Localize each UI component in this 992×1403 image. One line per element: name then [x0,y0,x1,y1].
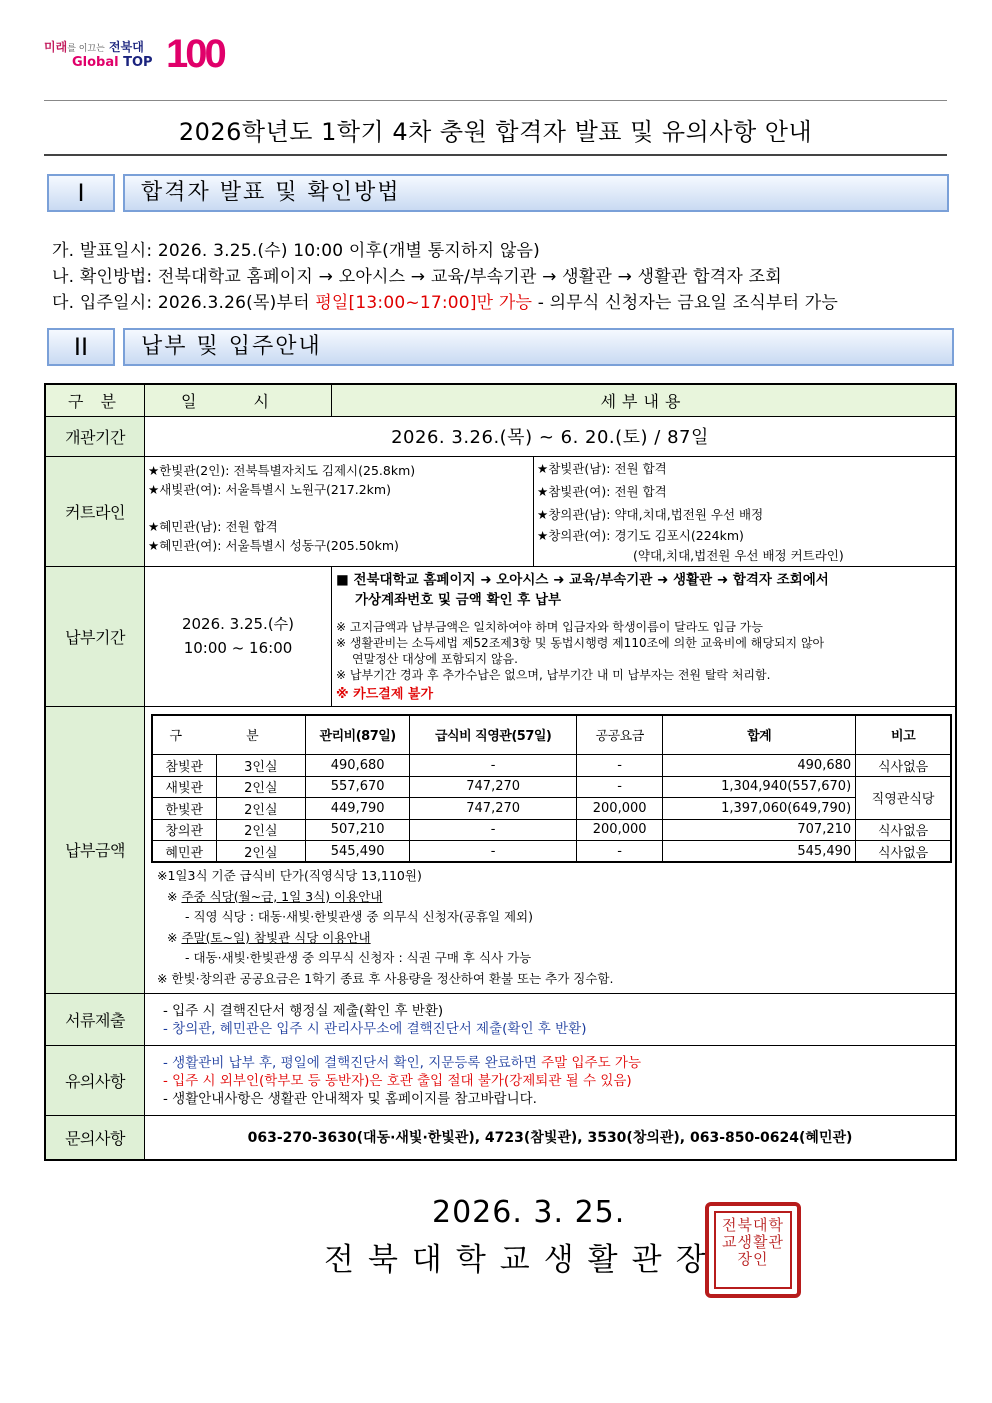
documents-line-1: - 입주 시 결핵진단서 행정실 제출(확인 후 반환) [163,1002,444,1019]
fee-head-category: 구 분 [152,715,306,755]
logo-global: Global [72,55,119,70]
seal-text: 전북대학교생활관장인 [714,1211,792,1289]
fee-hall: 혜민관 [152,841,216,863]
fee-note: 식사없음 [856,819,951,841]
payment-amount-cell [145,706,957,994]
check-method: 나. 확인방법: 전북대학교 홈페이지 → 오아시스 → 교육/부속기관 → 생활관 → 생활관 합격자 조회 [52,267,782,287]
fee-hall: 창의관 [152,819,216,841]
fee-row [152,776,951,798]
cutline-changui-m: ★창의관(남): 약대,치대,법전원 우선 배정 [537,506,764,522]
announce-date: 가. 발표일시: 2026. 3.25.(수) 10:00 이후(개별 통지하지 않음) [52,241,540,261]
fee-meal: - [410,755,577,777]
row-payment-amount [45,706,956,994]
fee-head-mgmt: 관리비(87일) [306,715,410,755]
weekend-move-in-allowed: 주말 입주도 가능 [541,1054,641,1071]
logo-slogan [44,38,144,55]
payment-datetime [145,566,332,706]
fee-note: 식사없음 [856,755,951,777]
caution-line-2: - 입주 시 외부인(학부모 등 동반자)은 호관 출입 절대 불가(강제퇴관 될 수 있음) [163,1072,632,1089]
payment-note-1: ※ 고지금액과 납부금액은 일치하여야 하며 입금자와 학생이름이 달라도 입금 가능 [336,619,763,634]
fee-total: 707,210 [663,819,856,841]
page-title: 2026학년도 1학기 4차 충원 합격자 발표 및 유의사항 안내 [178,118,813,146]
payment-note-2b: 연말정산 대상에 포함되지 않음. [352,651,518,666]
contact-numbers: 063-270-3630(대동·새빛·한빛관), 4723(참빛관), 3530(창의관), 063-850-0624(혜민관) [145,1116,957,1160]
cutline-cell [145,456,957,566]
logo-slogan-b: 를 이끄는 [67,44,105,54]
fee-mgmt: 449,790 [306,798,410,820]
fee-total: 1,304,940(557,670) [663,776,856,798]
payment-moveIn-table [44,383,957,1161]
header-category: 구 분 [45,384,145,416]
label-cautions: 유의사항 [45,1046,145,1116]
fee-head-total: 합계 [663,715,856,755]
fee-note: 직영관식당 [856,776,951,819]
opening-period: 2026. 3.26.(목) ~ 6. 20.(토) / 87일 [145,416,957,456]
fee-mgmt: 507,210 [306,819,410,841]
fee-room: 2인실 [216,841,306,863]
logo [44,32,224,78]
fee-notes [151,866,952,989]
fee-utility: 200,000 [577,798,663,820]
fee-note-weekend-dining: - 대동·새빛·한빛관생 중 의무식 신청자 : 식권 구매 후 식사 가능 [185,950,532,965]
fee-meal: - [410,841,577,863]
fee-mgmt: 545,490 [306,841,410,863]
fee-mgmt: 490,680 [306,755,410,777]
row-contact [45,1116,956,1160]
official-seal [705,1202,801,1298]
weekend-mark: ※ [167,929,182,945]
fee-note-utility-settlement: ※ 한빛·창의관 공공요금은 1학기 종료 후 사용량을 정산하여 환불 또는 추가 징수함. [157,970,614,986]
fee-meal: 747,270 [410,798,577,820]
fee-hall: 새빛관 [152,776,216,798]
logo-global-top [72,55,153,70]
cutline-changui-f-note: (약대,치대,법전원 우선 배정 커트라인) [633,547,844,563]
caution-line-1a: - 생활관비 납부 후, 평일에 결핵진단서 확인, 지문등록 완료하면 [163,1054,542,1071]
row-payment-period [45,566,956,706]
no-card-payment: ※ 카드결제 불가 [336,686,434,702]
fee-table [151,714,952,864]
issuer-name: 전북대학교생활관장 [324,1242,720,1278]
payment-gap [336,610,949,619]
fee-head-note: 비고 [856,715,951,755]
fee-row [152,819,951,841]
label-payment-period: 납부기간 [45,566,145,706]
caution-line-3: - 생활안내사항은 생활관 안내책자 및 홈페이지를 참고바랍니다. [163,1090,537,1107]
move-in-weekday-hours: 평일[13:00~17:00]만 가능 [315,293,533,313]
fee-hall: 한빛관 [152,798,216,820]
fee-total: 1,397,060(649,790) [663,798,856,820]
issue-date: 2026. 3. 25. [432,1195,626,1230]
label-documents: 서류제출 [45,994,145,1046]
row-opening [45,416,956,456]
cutline-chambit-f: ★참빛관(여): 전원 합격 [537,483,667,499]
fee-total: 490,680 [663,755,856,777]
section-2-heading: 납부 및 입주안내 [123,328,954,366]
fee-utility: - [577,755,663,777]
fee-note-weekday [157,887,952,908]
logo-top: TOP [123,55,153,70]
weekday-mark: ※ [167,888,182,904]
cutline-left [145,457,534,566]
label-cutline: 커트라인 [45,456,145,566]
fee-room: 2인실 [216,798,306,820]
move-in-date-a: 다. 입주일시: 2026.3.26(목)부터 [52,293,316,313]
title-divider [44,154,947,156]
row-cautions [45,1046,956,1116]
fee-room: 2인실 [216,819,306,841]
header-datetime: 일 시 [145,384,332,416]
payment-path-2: 가상계좌번호 및 금액 확인 후 납부 [355,591,562,608]
fee-room: 2인실 [216,776,306,798]
payment-details [332,566,957,706]
label-opening: 개관기간 [45,416,145,456]
fee-note-direct-dining: - 직영 식당 : 대동·새빛·한빛관생 중 의무식 신청자(공휴일 제외) [185,909,534,924]
fee-row [152,798,951,820]
fee-utility: - [577,776,663,798]
label-payment-amount: 납부금액 [45,706,145,994]
fee-total: 545,490 [663,841,856,863]
cautions-content [145,1046,957,1116]
fee-utility: - [577,841,663,863]
payment-path: ■ 전북대학교 홈페이지 ➜ 오아시스 ➜ 교육/부속기관 ➜ 생활관 ➜ 합격자 조회에서 [336,571,829,588]
header-details: 세부내용 [332,384,957,416]
cutline-hanbit: ★한빛관(2인): 전북특별자치도 김제시(25.8km) [148,462,416,478]
fee-mgmt: 557,670 [306,776,410,798]
move-in-date-b: - 의무식 신청자는 금요일 조식부터 가능 [532,293,839,313]
cutline-hyemin-m: ★혜민관(남): 전원 합격 [148,518,278,534]
fee-note: 식사없음 [856,841,951,863]
payment-note-3: ※ 납부기간 경과 후 추가수납은 없으며, 납부기간 내 미 납부자는 전원 탈락 처리함. [336,667,771,682]
row-documents [45,994,956,1046]
fee-row [152,755,951,777]
cutline-saebit: ★새빛관(여): 서울특별시 노원구(217.2km) [148,481,391,497]
cutline-content [145,457,955,566]
label-contact: 문의사항 [45,1116,145,1160]
section-2-number: II [47,328,115,366]
documents-line-2: - 창의관, 혜민관은 입주 시 관리사무소에 결핵진단서 제출(확인 후 반환) [163,1020,587,1037]
weekday-dining-title: 주중 식당(월~금, 1일 3식) 이용안내 [181,888,383,904]
cutline-hyemin-f: ★혜민관(여): 서울특별시 성동구(205.50km) [148,537,399,553]
cutline-gap [148,499,530,517]
fee-utility: 200,000 [577,819,663,841]
cutline-right [534,457,955,566]
payment-time: 10:00 ~ 16:00 [183,639,293,657]
row-cutline [45,456,956,566]
section-1-heading: 합격자 발표 및 확인방법 [123,174,949,212]
fee-meal: - [410,819,577,841]
weekend-dining-title: 주말(토~일) 참빛관 식당 이용안내 [181,929,371,945]
move-in-date [52,288,838,313]
table-header-row [45,384,956,416]
section-1-number: I [47,174,115,212]
documents-content [145,994,957,1046]
cutline-changui-f: ★창의관(여): 경기도 김포시(224km) [537,527,744,543]
fee-header-row [152,715,951,755]
logo-slogan-a: 미래 [44,40,68,54]
logo-100: 100 [166,32,224,76]
fee-head-utility: 공공요금 [577,715,663,755]
fee-hall: 참빛관 [152,755,216,777]
logo-slogan-c: 전북대 [109,40,144,54]
fee-room: 3인실 [216,755,306,777]
fee-head-meal: 급식비 직영관(57일) [410,715,577,755]
header-divider [44,100,947,101]
payment-date: 2026. 3.25.(수) [181,615,295,633]
caution-line-1 [163,1054,937,1072]
fee-row [152,841,951,863]
fee-note-meal-price: ※1일3식 기준 급식비 단가(직영식당 13,110원) [157,868,422,883]
fee-meal: 747,270 [410,776,577,798]
cutline-chambit-m: ★참빛관(남): 전원 합격 [537,460,667,476]
fee-note-weekend [157,928,952,949]
payment-note-2: ※ 생활관비는 소득세법 제52조제3항 및 동법시행령 제110조에 의한 교육비에 해당되지 않아 [336,635,825,650]
